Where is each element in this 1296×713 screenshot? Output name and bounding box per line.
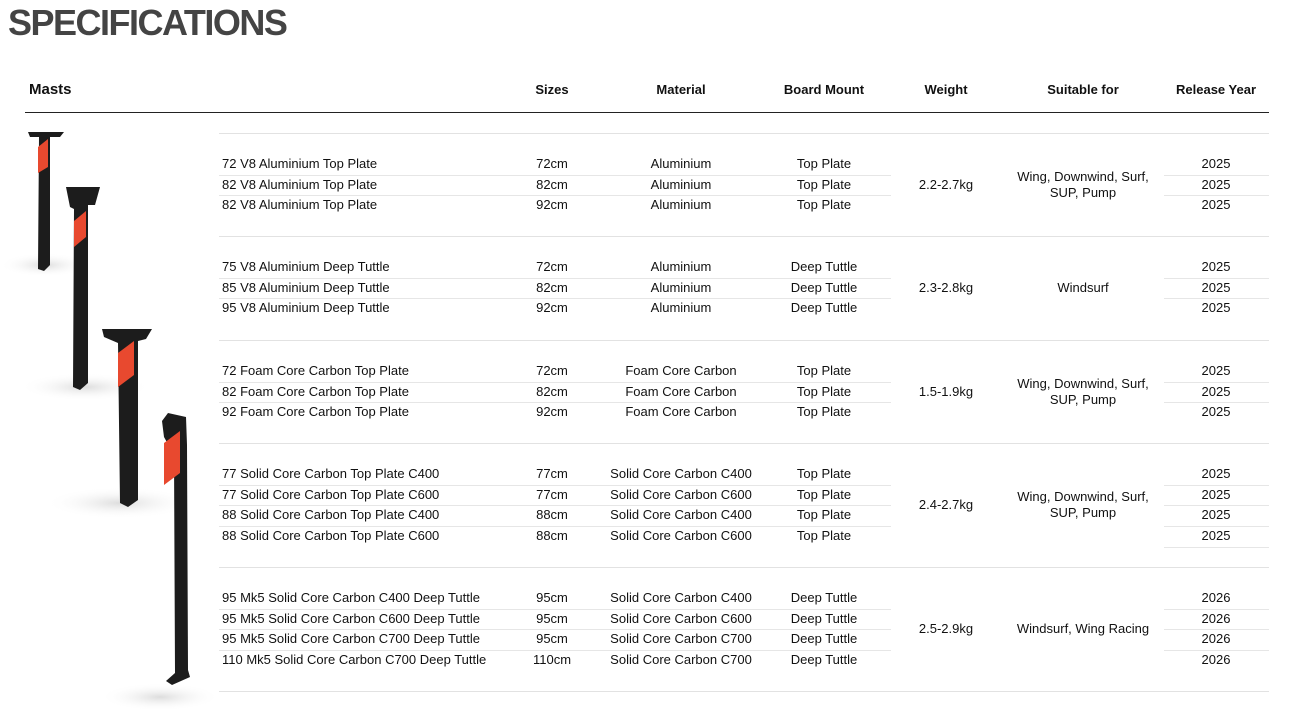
table-row <box>219 298 1269 318</box>
size-cell: 72cm <box>536 363 568 378</box>
material-cell: Aluminium <box>650 197 712 213</box>
board-mount-cell: Deep Tuttle <box>790 631 858 647</box>
size-cell: 92cm <box>536 404 568 420</box>
size-cell: 88cm <box>536 528 568 544</box>
release-year-cell: 2025 <box>1201 528 1231 544</box>
size-cell: 95cm <box>536 631 568 647</box>
page-title: SPECIFICATIONS <box>8 2 287 43</box>
board-mount-cell: Top Plate <box>796 528 852 544</box>
release-year-cell: 2025 <box>1201 259 1231 274</box>
board-mount-cell: Top Plate <box>796 486 852 502</box>
year-divider <box>1164 547 1269 548</box>
size-cell: 82cm <box>536 279 568 295</box>
board-mount-cell: Deep Tuttle <box>790 652 858 668</box>
table-row <box>219 526 1269 546</box>
board-mount-cell: Deep Tuttle <box>790 279 858 295</box>
mast-name-cell: 110 Mk5 Solid Core Carbon C700 Deep Tuttle <box>222 652 487 668</box>
board-mount-cell: Top Plate <box>796 404 852 420</box>
release-year-cell: 2025 <box>1201 156 1231 171</box>
suitable-for-cell: Windsurf, Wing Racing <box>1016 621 1150 637</box>
column-header-sizes: Sizes <box>535 82 569 97</box>
mast-name-cell: 95 Mk5 Solid Core Carbon C600 Deep Tuttle <box>222 610 480 626</box>
board-mount-cell: Top Plate <box>796 156 852 171</box>
weight-cell: 2.3-2.8kg <box>918 280 974 296</box>
board-mount-cell: Deep Tuttle <box>790 590 858 605</box>
size-cell: 95cm <box>536 590 568 605</box>
release-year-cell: 2025 <box>1201 300 1231 316</box>
suitable-for-cell: Windsurf <box>1057 280 1109 296</box>
table-row <box>219 588 1269 608</box>
material-cell: Solid Core Carbon C600 <box>610 528 752 544</box>
mast-name-cell: 85 V8 Aluminium Deep Tuttle <box>222 279 390 295</box>
board-mount-cell: Top Plate <box>796 507 852 523</box>
release-year-cell: 2025 <box>1201 486 1231 502</box>
material-cell: Foam Core Carbon <box>625 383 737 399</box>
weight-cell: 2.2-2.7kg <box>918 177 974 193</box>
table-row <box>219 650 1269 670</box>
suitable-for-cell: Wing, Downwind, Surf, SUP, Pump <box>1017 169 1149 201</box>
board-mount-cell: Top Plate <box>796 466 852 481</box>
mast-name-cell: 88 Solid Core Carbon Top Plate C400 <box>222 507 440 523</box>
mast-name-cell: 95 V8 Aluminium Deep Tuttle <box>222 300 390 316</box>
section-label-masts: Masts <box>29 81 72 98</box>
table-row <box>219 464 1269 484</box>
board-mount-cell: Top Plate <box>796 176 852 192</box>
material-cell: Solid Core Carbon C400 <box>610 507 752 523</box>
board-mount-cell: Deep Tuttle <box>790 300 858 316</box>
material-cell: Solid Core Carbon C400 <box>610 466 752 481</box>
release-year-cell: 2026 <box>1201 590 1231 605</box>
material-cell: Foam Core Carbon <box>625 404 737 420</box>
mast-name-cell: 82 V8 Aluminium Top Plate <box>222 176 378 192</box>
release-year-cell: 2026 <box>1201 631 1231 647</box>
board-mount-cell: Top Plate <box>796 363 852 378</box>
masts-illustration <box>0 125 215 713</box>
mast-4-icon <box>100 413 215 711</box>
mast-name-cell: 77 Solid Core Carbon Top Plate C400 <box>222 466 440 481</box>
release-year-cell: 2025 <box>1201 507 1231 523</box>
weight-cell: 2.5-2.9kg <box>918 621 974 637</box>
column-header-weight: Weight <box>924 82 968 97</box>
mast-group <box>219 133 1269 237</box>
release-year-cell: 2025 <box>1201 363 1231 378</box>
size-cell: 72cm <box>536 156 568 171</box>
release-year-cell: 2025 <box>1201 383 1231 399</box>
mast-name-cell: 82 Foam Core Carbon Top Plate <box>222 383 409 399</box>
material-cell: Aluminium <box>650 176 712 192</box>
weight-cell: 1.5-1.9kg <box>918 384 974 400</box>
suitable-for-cell: Wing, Downwind, Surf, SUP, Pump <box>1017 376 1149 408</box>
mast-name-cell: 88 Solid Core Carbon Top Plate C600 <box>222 528 440 544</box>
size-cell: 77cm <box>536 466 568 481</box>
mast-name-cell: 77 Solid Core Carbon Top Plate C600 <box>222 486 440 502</box>
mast-name-cell: 82 V8 Aluminium Top Plate <box>222 197 378 213</box>
material-cell: Aluminium <box>650 156 712 171</box>
size-cell: 92cm <box>536 300 568 316</box>
material-cell: Aluminium <box>650 300 712 316</box>
mast-name-cell: 72 V8 Aluminium Top Plate <box>222 156 378 171</box>
release-year-cell: 2025 <box>1201 197 1231 213</box>
table-header <box>25 72 1269 113</box>
mast-group <box>219 567 1269 692</box>
material-cell: Solid Core Carbon C600 <box>610 610 752 626</box>
mast-name-cell: 95 Mk5 Solid Core Carbon C700 Deep Tuttle <box>222 631 480 647</box>
material-cell: Solid Core Carbon C600 <box>610 486 752 502</box>
mast-name-cell: 75 V8 Aluminium Deep Tuttle <box>222 259 390 274</box>
size-cell: 77cm <box>536 486 568 502</box>
release-year-cell: 2026 <box>1201 652 1231 668</box>
board-mount-cell: Top Plate <box>796 197 852 213</box>
size-cell: 82cm <box>536 383 568 399</box>
material-cell: Solid Core Carbon C700 <box>610 631 752 647</box>
weight-cell: 2.4-2.7kg <box>918 497 974 513</box>
board-mount-cell: Deep Tuttle <box>790 610 858 626</box>
column-header-suitable-for: Suitable for <box>1047 82 1119 97</box>
release-year-cell: 2025 <box>1201 279 1231 295</box>
size-cell: 95cm <box>536 610 568 626</box>
suitable-for-cell: Wing, Downwind, Surf, SUP, Pump <box>1017 489 1149 521</box>
board-mount-cell: Deep Tuttle <box>790 259 858 274</box>
column-header-material: Material <box>656 82 706 97</box>
release-year-cell: 2025 <box>1201 404 1231 420</box>
release-year-cell: 2026 <box>1201 610 1231 626</box>
material-cell: Aluminium <box>650 279 712 295</box>
mast-name-cell: 92 Foam Core Carbon Top Plate <box>222 404 409 420</box>
column-header-board-mount: Board Mount <box>783 82 865 97</box>
table-bottom-rule <box>219 691 1269 692</box>
size-cell: 88cm <box>536 507 568 523</box>
mast-group <box>219 443 1269 568</box>
release-year-cell: 2025 <box>1201 176 1231 192</box>
size-cell: 110cm <box>532 652 572 668</box>
column-header-release-year: Release Year <box>1176 82 1256 97</box>
board-mount-cell: Top Plate <box>796 383 852 399</box>
material-cell: Aluminium <box>650 259 712 274</box>
material-cell: Foam Core Carbon <box>625 363 737 378</box>
size-cell: 92cm <box>536 197 568 213</box>
table-row <box>219 257 1269 277</box>
mast-group <box>219 340 1269 444</box>
mast-name-cell: 95 Mk5 Solid Core Carbon C400 Deep Tuttle <box>222 590 480 605</box>
size-cell: 72cm <box>536 259 568 274</box>
material-cell: Solid Core Carbon C700 <box>610 652 752 668</box>
release-year-cell: 2025 <box>1201 466 1231 481</box>
mast-name-cell: 72 Foam Core Carbon Top Plate <box>222 363 409 378</box>
mast-group <box>219 236 1269 341</box>
size-cell: 82cm <box>536 176 568 192</box>
material-cell: Solid Core Carbon C400 <box>610 590 752 605</box>
